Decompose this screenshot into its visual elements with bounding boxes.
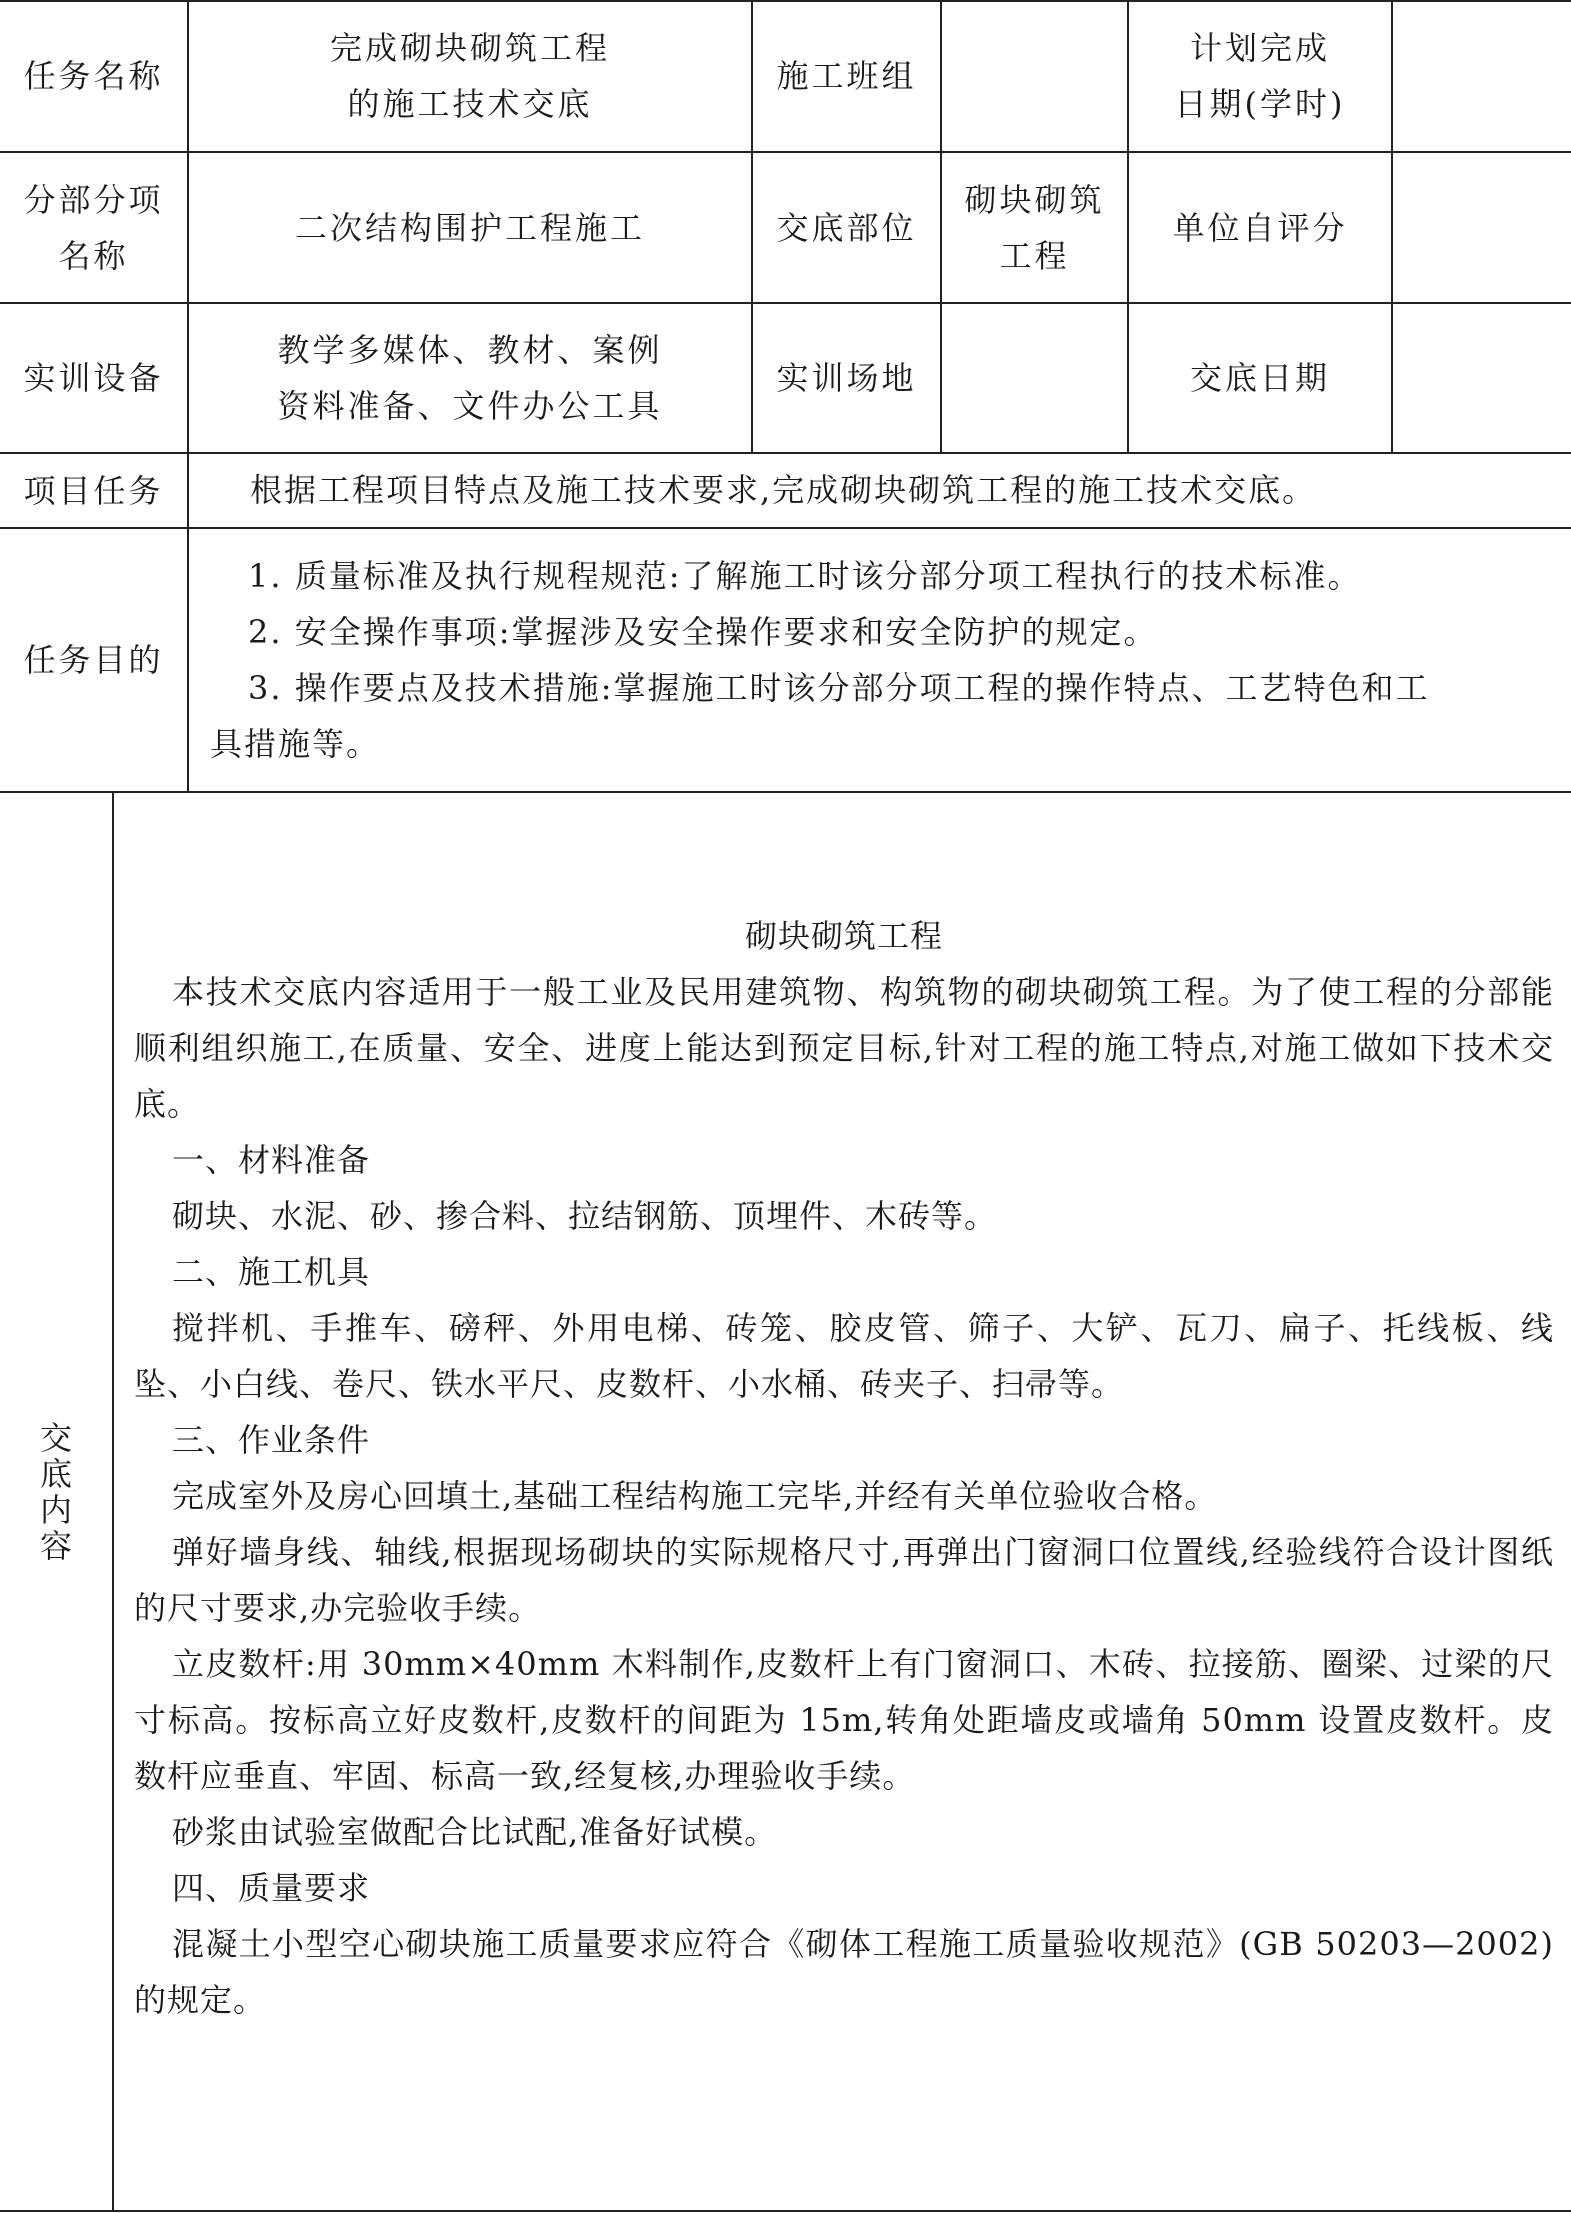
project-task-label: 项目任务 [23,471,164,510]
disclosure-date-value[interactable] [1393,304,1571,452]
part-value: 砌块砌筑 工程 [964,180,1105,275]
subproject-label: 分部分项 名称 [23,180,164,275]
objective-list [210,548,1560,772]
content-paragraph: 搅拌机、手推车、磅秤、外用电梯、砖笼、胶皮管、筛子、大铲、瓦刀、扁子、托线板、线坠、小白线、卷尺、铁水平尺、皮数杆、小水桶、砖夹子、扫帚等。 [134,1309,1554,1403]
content-title: 砌块砌筑工程 [744,917,943,955]
content-side-label: 交 底 内 容 [39,1419,72,1565]
part-label: 交底部位 [776,208,917,247]
content-paragraph: 立皮数杆:用 30mm×40mm 木料制作,皮数杆上有门窗洞口、木砖、拉接筋、圈梁、过梁的尺寸标高。按标高立好皮数杆,皮数杆的间距为 15m,转角处距墙皮或墙角 50mm 设置皮数杆。皮数杆应垂直、牢固、标高一致,经复核,办理验收手续。 [134,1645,1554,1795]
site-value[interactable] [942,304,1127,452]
section-heading: 四、质量要求 [172,1869,371,1907]
content-paragraph: 完成室外及房心回填土,基础工程结构施工完毕,并经有关单位验收合格。 [172,1477,1218,1515]
objective-item: 3. 操作要点及技术措施:掌握施工时该分部分项工程的操作特点、工艺特色和工 [248,669,1430,707]
content-body [134,908,1554,2028]
rule-content-side [112,792,114,2212]
objective-item: 1. 质量标准及执行规程规范:了解施工时该分部分项工程执行的技术标准。 [248,557,1362,595]
project-task-value: 根据工程项目特点及施工技术要求,完成砌块砌筑工程的施工技术交底。 [250,471,1317,509]
subproject-value: 二次结构围护工程施工 [294,208,645,247]
rule-bottom [0,2210,1571,2212]
team-value[interactable] [942,0,1127,151]
content-paragraph: 混凝土小型空心砌块施工质量要求应符合《砌体工程施工质量验收规范》(GB 50203—2002)的规定。 [134,1925,1554,2019]
task-name-label: 任务名称 [23,56,164,95]
rule-row4 [0,527,1571,529]
disclosure-date-label: 交底日期 [1189,359,1330,397]
team-label: 施工班组 [776,56,917,95]
objective-item-continued: 具措施等。 [210,725,381,763]
content-paragraph: 本技术交底内容适用于一般工业及民用建筑物、构筑物的砌块砌筑工程。为了使工程的分部能顺利组织施工,在质量、安全、进度上能达到预定目标,针对工程的施工特点,对施工做如下技术交底。 [134,973,1554,1123]
self-eval-label: 单位自评分 [1172,208,1348,247]
site-label: 实训场地 [776,359,917,397]
objective-label: 任务目的 [23,641,164,679]
section-heading: 三、作业条件 [172,1421,371,1459]
self-eval-value[interactable] [1393,153,1571,302]
equipment-label: 实训设备 [23,359,164,397]
equipment-value: 教学多媒体、教材、案例 资料准备、文件办公工具 [277,331,663,425]
objective-item: 2. 安全操作事项:掌握涉及安全操作要求和安全防护的规定。 [248,613,1158,651]
content-paragraph: 砌块、水泥、砂、掺合料、拉结钢筋、顶埋件、木砖等。 [172,1197,998,1235]
rule-row5 [0,791,1571,793]
planned-date-value[interactable] [1393,0,1571,151]
section-heading: 二、施工机具 [172,1253,371,1291]
section-heading: 一、材料准备 [172,1141,371,1179]
content-paragraph: 弹好墙身线、轴线,根据现场砌块的实际规格尺寸,再弹出门窗洞口位置线,经验线符合设计图纸的尺寸要求,办完验收手续。 [134,1533,1554,1627]
content-paragraph: 砂浆由试验室做配合比试配,准备好试模。 [172,1813,778,1851]
task-name-value: 完成砌块砌筑工程 的施工技术交底 [329,28,610,123]
planned-date-label: 计划完成 日期(学时) [1174,28,1346,123]
